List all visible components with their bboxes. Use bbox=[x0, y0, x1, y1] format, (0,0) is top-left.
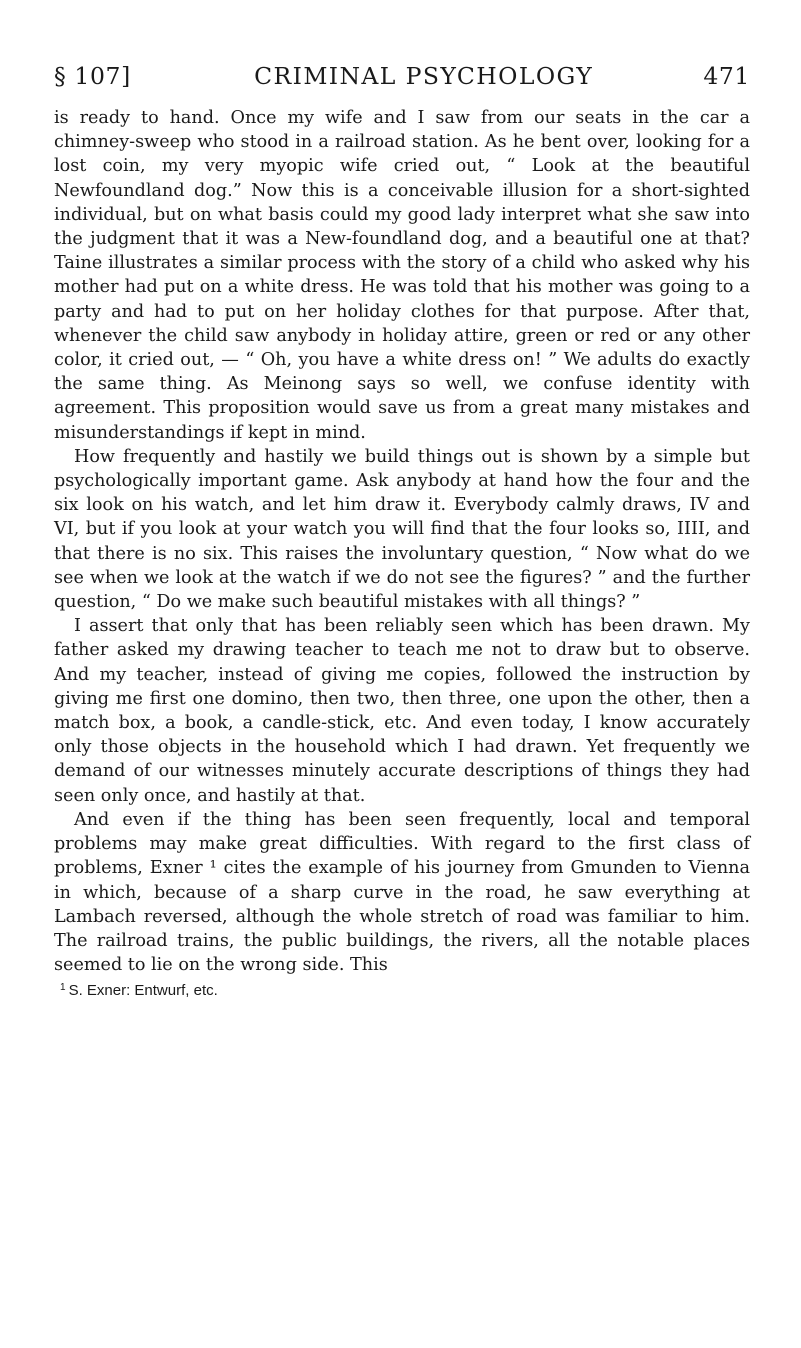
running-title: CRIMINAL PSYCHOLOGY bbox=[254, 62, 594, 90]
paragraph: How frequently and hastily we build things out is shown by a simple but psychologically important game. Ask anybody at hand how the four and the six look on his watch, and let him draw it. Everybody calmly draws, IV and VI, but if you look at your watch you will find that the four looks so, IIII, and that there is no six. This raises the involuntary question, “ Now what do we see when we look at the watch if we do not see the figures? ” and the further question, “ Do we make such beautiful mistakes with all things? ” bbox=[54, 446, 750, 613]
book-page bbox=[54, 62, 750, 1001]
footnote bbox=[54, 978, 750, 1001]
paragraph: I assert that only that has been reliably seen which has been drawn. My father asked my drawing teacher to teach me not to draw but to observe. And my teacher, instead of giving me copies, followed the instruction by giving me first one domino, then two, then three, one upon the other, then a match box, a book, a candle-stick, etc. And even today, I know accurately only those objects in the household which I had drawn. Yet frequently we demand of our witnesses minutely accurate descriptions of things they had seen only once, and hastily at that. bbox=[54, 616, 750, 806]
paragraph: And even if the thing has been seen frequently, local and temporal problems may make great difficulties. With regard to the first class of problems, Exner ¹ cites the example of his journey from Gmunden to Vienna in which, because of a sharp curve in the road, he saw everything at Lambach reversed, although the whole stretch of road was familiar to him. The railroad trains, the public buildings, the rivers, all the notable places seemed to lie on the wrong side. This bbox=[54, 809, 750, 976]
footnote-marker: 1 bbox=[60, 982, 66, 994]
body-text bbox=[54, 106, 750, 977]
paragraph-continued: is ready to hand. Once my wife and I saw from our seats in the car a chimney-sweep who stood in a railroad station. As he bent over, looking for a lost coin, my very myopic wife cried out, “ Look at the beautiful Newfoundland dog.” Now this is a conceivable illusion for a short-sighted individual, but on what basis could my good lady interpret what she saw into the judgment that it was a New-foundland dog, and a beautiful one at that? Taine illustrates a similar process with the story of a child who asked why his mother had put on a white dress. He was told that his mother was going to a party and had to put on her holiday clothes for that purpose. After that, whenever the child saw anybody in holiday attire, green or red or any other color, it cried out, — “ Oh, you have a white dress on! ” We adults do exactly the same thing. As Meinong says so well, we confuse identity with agreement. This proposition would save us from a great many mistakes and misunderstandings if kept in mind. bbox=[54, 108, 750, 443]
running-head bbox=[54, 62, 750, 90]
footnote-text: S. Exner: Entwurf, etc. bbox=[68, 982, 218, 1000]
page-number: 471 bbox=[703, 62, 750, 90]
section-number: § 107] bbox=[54, 62, 131, 90]
